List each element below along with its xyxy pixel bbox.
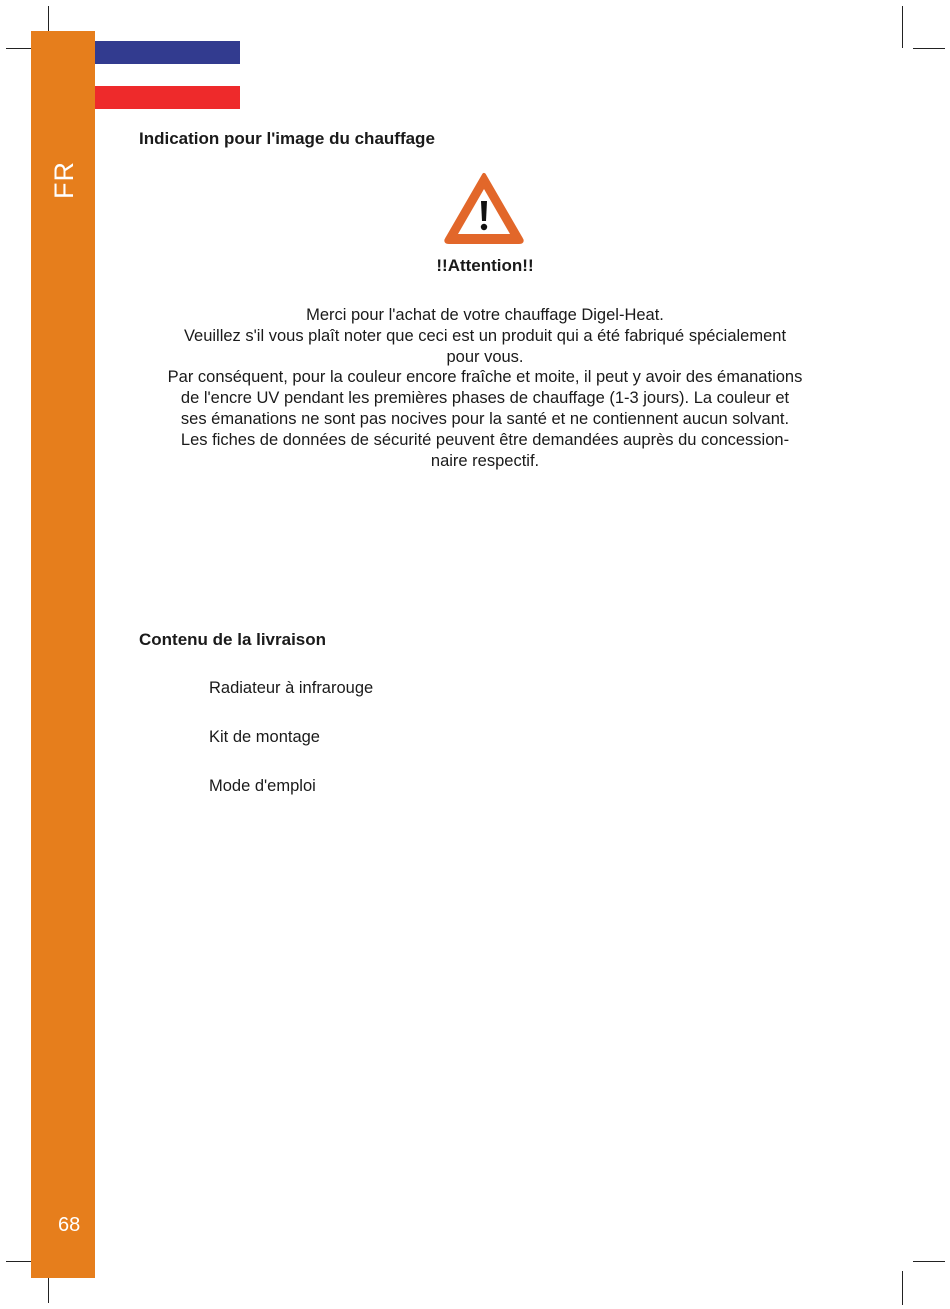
notice-line: de l'encre UV pendant les premières phases de chauffage (1-3 jours). La couleur et: [180, 389, 790, 408]
warning-triangle-icon: [443, 171, 525, 245]
language-label: FR: [49, 161, 79, 199]
flag-red-stripe: [95, 86, 240, 109]
list-item: Kit de montage: [209, 728, 320, 746]
delivery-list: [209, 677, 373, 824]
language-sidebar: [31, 31, 95, 1278]
notice-line: Veuillez s'il vous plaît noter que ceci est un produit qui a été fabriqué spécialement: [183, 326, 787, 345]
notice-line: naire respectif.: [430, 451, 540, 470]
section-heading-delivery: Contenu de la livraison: [139, 630, 327, 649]
list-item: Mode d'emploi: [209, 777, 316, 795]
section-heading-image: Indication pour l'image du chauffage: [139, 129, 435, 148]
crop-mark: [902, 6, 903, 48]
page-number: 68: [58, 1214, 81, 1236]
attention-label: !!Attention!!: [436, 256, 534, 275]
notice-line: ses émanations ne sont pas nocives pour la santé et ne contiennent aucun solvant.: [180, 409, 790, 428]
crop-mark: [913, 1261, 945, 1262]
crop-mark: [913, 48, 945, 49]
notice-line: Les fiches de données de sécurité peuvent être demandées auprès du concession-: [180, 430, 790, 449]
notice-paragraph: [120, 305, 850, 471]
flag-blue-stripe: [95, 41, 240, 64]
list-item: Radiateur à infrarouge: [209, 679, 374, 697]
notice-line: Par conséquent, pour la couleur encore fraîche et moite, il peut y avoir des émanations: [167, 368, 803, 387]
notice-line: pour vous.: [446, 347, 524, 366]
crop-mark: [902, 1271, 903, 1305]
notice-line: Merci pour l'achat de votre chauffage Digel-Heat.: [306, 306, 664, 324]
